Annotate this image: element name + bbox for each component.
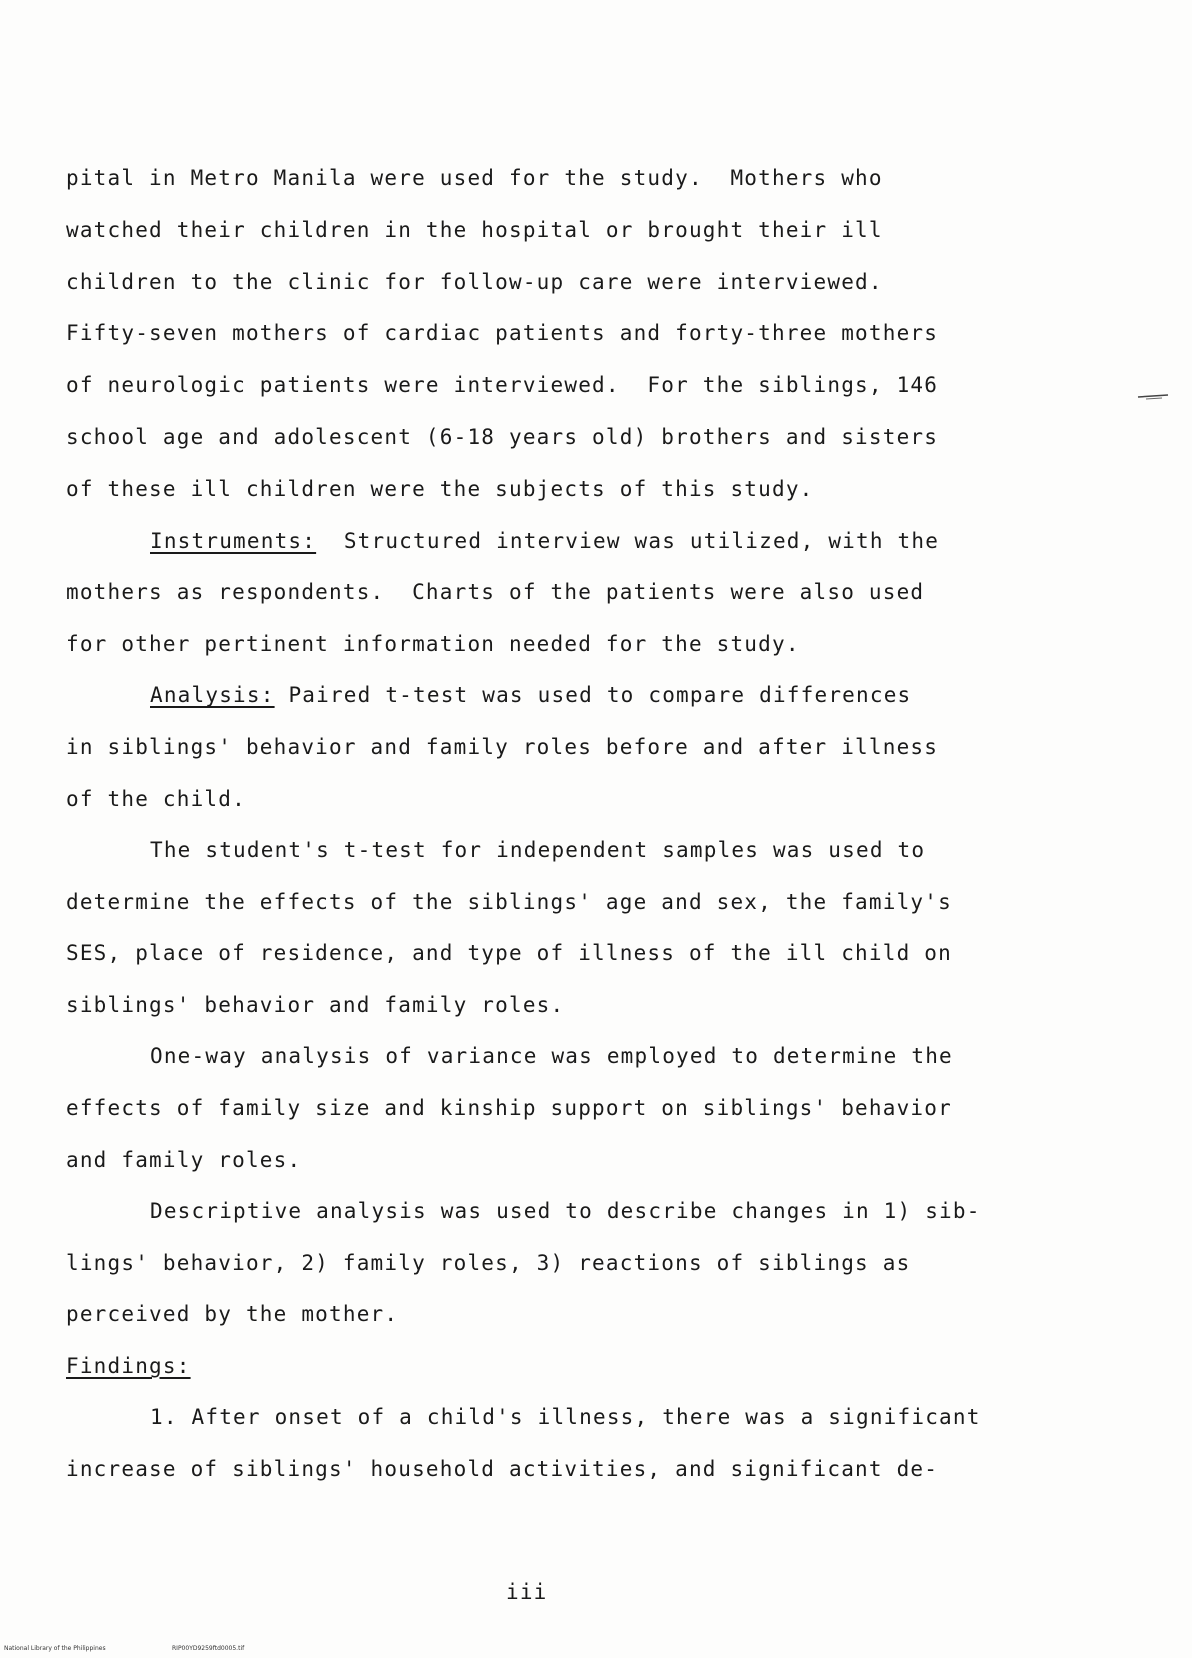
text-line: One-way analysis of variance was employed to determine the (150, 1044, 953, 1068)
instruments-heading: Instruments: (150, 529, 317, 553)
text-line: of the child. (66, 787, 246, 811)
margin-mark-icon (1136, 392, 1170, 402)
text-line: of these ill children were the subjects of this study. (66, 477, 814, 501)
text-line: 1. After onset of a child's illness, there was a significant (150, 1405, 981, 1429)
text-line: effects of family size and kinship support on siblings' behavior (66, 1096, 952, 1120)
text-line: school age and adolescent (6-18 years old) brothers and sisters (66, 425, 939, 449)
text-line: of neurologic patients were interviewed. For the siblings, 146 (66, 373, 939, 397)
text-line: mothers as respondents. Charts of the patients were also used (66, 580, 925, 604)
footer-library-label: National Library of the Philippines (4, 1645, 106, 1652)
text-line: increase of siblings' household activities, and significant de- (66, 1457, 939, 1481)
instruments-paragraph-line (150, 529, 939, 553)
analysis-heading: Analysis: (150, 683, 275, 707)
text-line: perceived by the mother. (66, 1302, 399, 1326)
analysis-paragraph-line (150, 683, 911, 707)
text-line: Paired t-test was used to compare differences (288, 683, 912, 707)
text-line: and family roles. (66, 1148, 302, 1172)
text-line: children to the clinic for follow-up care were interviewed. (66, 270, 883, 294)
text-line: The student's t-test for independent samples was used to (150, 838, 926, 862)
page-number: iii (506, 1580, 548, 1604)
text-line: watched their children in the hospital or brought their ill (66, 218, 883, 242)
text-line: in siblings' behavior and family roles before and after illness (66, 735, 939, 759)
text-line: determine the effects of the siblings' age and sex, the family's (66, 890, 952, 914)
text-line: Descriptive analysis was used to describe changes in 1) sib- (150, 1199, 981, 1223)
findings-heading: Findings: (66, 1354, 191, 1378)
text-line: pital in Metro Manila were used for the study. Mothers who (66, 166, 883, 190)
text-line: Fifty-seven mothers of cardiac patients and forty-three mothers (66, 321, 939, 345)
text-line: siblings' behavior and family roles. (66, 993, 565, 1017)
text-line: Structured interview was utilized, with the (343, 529, 940, 553)
text-line: for other pertinent information needed for the study. (66, 632, 800, 656)
text-line: lings' behavior, 2) family roles, 3) reactions of siblings as (66, 1251, 911, 1275)
text-line: SES, place of residence, and type of illness of the ill child on (66, 941, 952, 965)
footer-file-id: RIP00YD9259ftd0005.tif (172, 1645, 245, 1652)
